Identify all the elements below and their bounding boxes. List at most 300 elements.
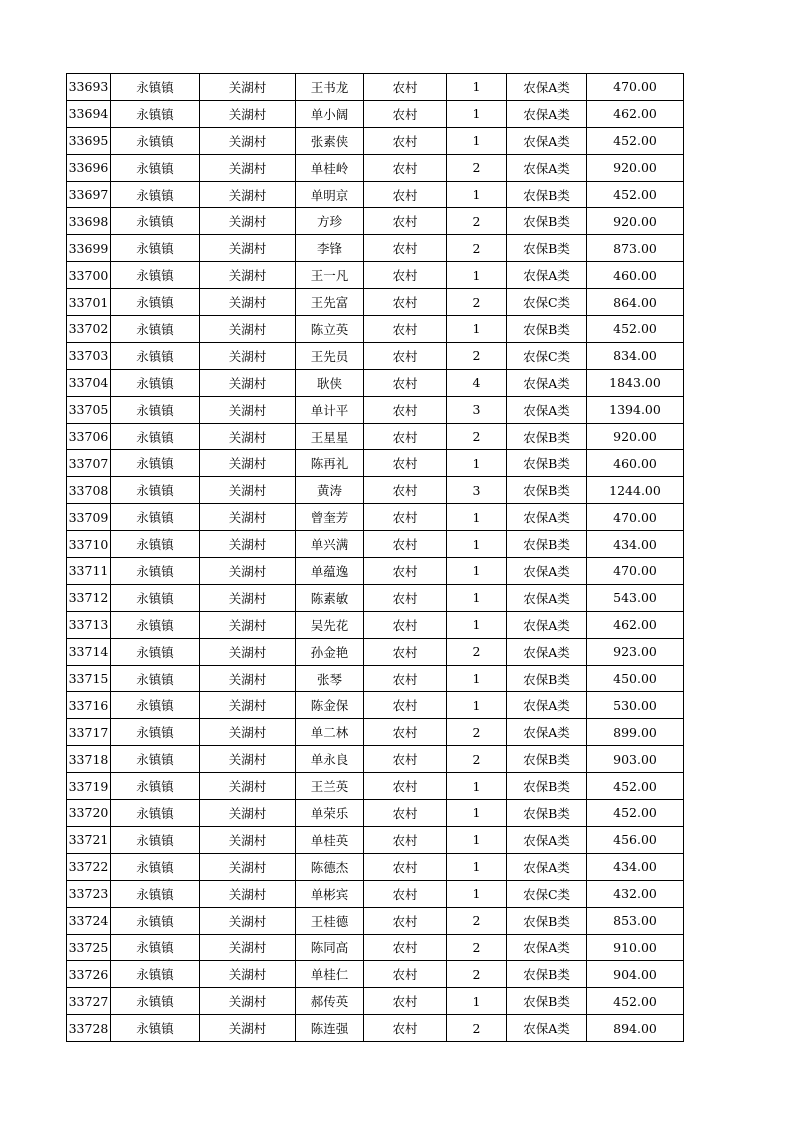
table-row (67, 880, 684, 907)
area-type-cell: 农村 (364, 773, 447, 800)
household-count-cell: 2 (447, 1015, 507, 1042)
household-count-cell: 1 (447, 531, 507, 558)
record-id-cell: 33713 (67, 611, 111, 638)
area-type-cell: 农村 (364, 692, 447, 719)
insurance-category-cell: 农保B类 (507, 316, 587, 343)
area-type-cell: 农村 (364, 988, 447, 1015)
amount-cell: 452.00 (587, 773, 684, 800)
town-cell: 永镇镇 (111, 907, 200, 934)
area-type-cell: 农村 (364, 396, 447, 423)
name-cell: 单计平 (296, 396, 364, 423)
table-row (67, 800, 684, 827)
amount-cell: 920.00 (587, 154, 684, 181)
household-count-cell: 1 (447, 181, 507, 208)
name-cell: 黄涛 (296, 477, 364, 504)
village-cell: 关湖村 (200, 477, 296, 504)
amount-cell: 543.00 (587, 584, 684, 611)
village-cell: 关湖村 (200, 208, 296, 235)
town-cell: 永镇镇 (111, 746, 200, 773)
record-id-cell: 33694 (67, 100, 111, 127)
name-cell: 王一凡 (296, 262, 364, 289)
area-type-cell: 农村 (364, 235, 447, 262)
town-cell: 永镇镇 (111, 1015, 200, 1042)
village-cell: 关湖村 (200, 746, 296, 773)
household-count-cell: 4 (447, 369, 507, 396)
village-cell: 关湖村 (200, 396, 296, 423)
insurance-category-cell: 农保A类 (507, 692, 587, 719)
town-cell: 永镇镇 (111, 74, 200, 101)
record-id-cell: 33717 (67, 719, 111, 746)
household-count-cell: 2 (447, 934, 507, 961)
insurance-category-cell: 农保A类 (507, 611, 587, 638)
table-row (67, 1015, 684, 1042)
insurance-category-cell: 农保B类 (507, 800, 587, 827)
insurance-category-cell: 农保A类 (507, 719, 587, 746)
table-row (67, 584, 684, 611)
records-table (66, 73, 684, 1042)
record-id-cell: 33711 (67, 558, 111, 585)
name-cell: 单蕴逸 (296, 558, 364, 585)
amount-cell: 904.00 (587, 961, 684, 988)
record-id-cell: 33702 (67, 316, 111, 343)
table-row (67, 289, 684, 316)
name-cell: 陈素敏 (296, 584, 364, 611)
table-row (67, 531, 684, 558)
insurance-category-cell: 农保C类 (507, 880, 587, 907)
household-count-cell: 2 (447, 154, 507, 181)
record-id-cell: 33712 (67, 584, 111, 611)
village-cell: 关湖村 (200, 262, 296, 289)
insurance-category-cell: 农保A类 (507, 396, 587, 423)
amount-cell: 452.00 (587, 800, 684, 827)
town-cell: 永镇镇 (111, 773, 200, 800)
amount-cell: 923.00 (587, 638, 684, 665)
record-id-cell: 33718 (67, 746, 111, 773)
amount-cell: 864.00 (587, 289, 684, 316)
name-cell: 单兴满 (296, 531, 364, 558)
amount-cell: 470.00 (587, 558, 684, 585)
village-cell: 关湖村 (200, 316, 296, 343)
table-row (67, 208, 684, 235)
amount-cell: 899.00 (587, 719, 684, 746)
record-id-cell: 33704 (67, 369, 111, 396)
town-cell: 永镇镇 (111, 100, 200, 127)
household-count-cell: 1 (447, 262, 507, 289)
table-row (67, 961, 684, 988)
insurance-category-cell: 农保A类 (507, 638, 587, 665)
village-cell: 关湖村 (200, 235, 296, 262)
record-id-cell: 33714 (67, 638, 111, 665)
town-cell: 永镇镇 (111, 638, 200, 665)
area-type-cell: 农村 (364, 961, 447, 988)
table-row (67, 504, 684, 531)
village-cell: 关湖村 (200, 127, 296, 154)
household-count-cell: 1 (447, 826, 507, 853)
insurance-category-cell: 农保B类 (507, 450, 587, 477)
amount-cell: 834.00 (587, 342, 684, 369)
village-cell: 关湖村 (200, 74, 296, 101)
record-id-cell: 33701 (67, 289, 111, 316)
amount-cell: 920.00 (587, 208, 684, 235)
insurance-category-cell: 农保B类 (507, 531, 587, 558)
town-cell: 永镇镇 (111, 584, 200, 611)
area-type-cell: 农村 (364, 584, 447, 611)
area-type-cell: 农村 (364, 289, 447, 316)
name-cell: 单永良 (296, 746, 364, 773)
town-cell: 永镇镇 (111, 826, 200, 853)
village-cell: 关湖村 (200, 369, 296, 396)
town-cell: 永镇镇 (111, 369, 200, 396)
town-cell: 永镇镇 (111, 262, 200, 289)
insurance-category-cell: 农保A类 (507, 1015, 587, 1042)
name-cell: 单明京 (296, 181, 364, 208)
household-count-cell: 3 (447, 477, 507, 504)
insurance-category-cell: 农保C类 (507, 289, 587, 316)
town-cell: 永镇镇 (111, 961, 200, 988)
village-cell: 关湖村 (200, 558, 296, 585)
insurance-category-cell: 农保A类 (507, 127, 587, 154)
household-count-cell: 1 (447, 127, 507, 154)
table-row (67, 396, 684, 423)
table-row (67, 342, 684, 369)
village-cell: 关湖村 (200, 719, 296, 746)
town-cell: 永镇镇 (111, 154, 200, 181)
record-id-cell: 33699 (67, 235, 111, 262)
village-cell: 关湖村 (200, 638, 296, 665)
village-cell: 关湖村 (200, 584, 296, 611)
area-type-cell: 农村 (364, 853, 447, 880)
household-count-cell: 2 (447, 719, 507, 746)
area-type-cell: 农村 (364, 369, 447, 396)
insurance-category-cell: 农保A类 (507, 100, 587, 127)
insurance-category-cell: 农保A类 (507, 262, 587, 289)
insurance-category-cell: 农保B类 (507, 665, 587, 692)
table-row (67, 423, 684, 450)
area-type-cell: 农村 (364, 262, 447, 289)
town-cell: 永镇镇 (111, 450, 200, 477)
town-cell: 永镇镇 (111, 531, 200, 558)
area-type-cell: 农村 (364, 826, 447, 853)
area-type-cell: 农村 (364, 746, 447, 773)
household-count-cell: 1 (447, 611, 507, 638)
town-cell: 永镇镇 (111, 208, 200, 235)
area-type-cell: 农村 (364, 316, 447, 343)
name-cell: 孙金艳 (296, 638, 364, 665)
village-cell: 关湖村 (200, 423, 296, 450)
area-type-cell: 农村 (364, 638, 447, 665)
amount-cell: 1394.00 (587, 396, 684, 423)
table-row (67, 853, 684, 880)
record-id-cell: 33720 (67, 800, 111, 827)
table-row (67, 369, 684, 396)
amount-cell: 432.00 (587, 880, 684, 907)
amount-cell: 873.00 (587, 235, 684, 262)
village-cell: 关湖村 (200, 100, 296, 127)
household-count-cell: 2 (447, 208, 507, 235)
household-count-cell: 1 (447, 800, 507, 827)
table-row (67, 154, 684, 181)
town-cell: 永镇镇 (111, 423, 200, 450)
town-cell: 永镇镇 (111, 396, 200, 423)
record-id-cell: 33722 (67, 853, 111, 880)
household-count-cell: 2 (447, 961, 507, 988)
village-cell: 关湖村 (200, 1015, 296, 1042)
name-cell: 陈金保 (296, 692, 364, 719)
name-cell: 王桂德 (296, 907, 364, 934)
area-type-cell: 农村 (364, 880, 447, 907)
village-cell: 关湖村 (200, 289, 296, 316)
name-cell: 王兰英 (296, 773, 364, 800)
area-type-cell: 农村 (364, 665, 447, 692)
household-count-cell: 1 (447, 450, 507, 477)
record-id-cell: 33693 (67, 74, 111, 101)
insurance-category-cell: 农保C类 (507, 342, 587, 369)
insurance-category-cell: 农保A类 (507, 74, 587, 101)
town-cell: 永镇镇 (111, 853, 200, 880)
area-type-cell: 农村 (364, 907, 447, 934)
village-cell: 关湖村 (200, 907, 296, 934)
name-cell: 曾奎芳 (296, 504, 364, 531)
village-cell: 关湖村 (200, 773, 296, 800)
amount-cell: 1843.00 (587, 369, 684, 396)
village-cell: 关湖村 (200, 961, 296, 988)
town-cell: 永镇镇 (111, 692, 200, 719)
household-count-cell: 1 (447, 692, 507, 719)
table-row (67, 773, 684, 800)
records-table-body (67, 74, 684, 1042)
insurance-category-cell: 农保A类 (507, 504, 587, 531)
area-type-cell: 农村 (364, 342, 447, 369)
insurance-category-cell: 农保A类 (507, 584, 587, 611)
area-type-cell: 农村 (364, 477, 447, 504)
name-cell: 陈立英 (296, 316, 364, 343)
area-type-cell: 农村 (364, 74, 447, 101)
name-cell: 郝传英 (296, 988, 364, 1015)
table-row (67, 692, 684, 719)
insurance-category-cell: 农保A类 (507, 826, 587, 853)
name-cell: 单荣乐 (296, 800, 364, 827)
insurance-category-cell: 农保B类 (507, 181, 587, 208)
amount-cell: 462.00 (587, 100, 684, 127)
area-type-cell: 农村 (364, 611, 447, 638)
town-cell: 永镇镇 (111, 558, 200, 585)
record-id-cell: 33697 (67, 181, 111, 208)
insurance-category-cell: 农保B类 (507, 773, 587, 800)
amount-cell: 470.00 (587, 74, 684, 101)
table-row (67, 316, 684, 343)
insurance-category-cell: 农保A类 (507, 853, 587, 880)
table-row (67, 477, 684, 504)
record-id-cell: 33724 (67, 907, 111, 934)
record-id-cell: 33716 (67, 692, 111, 719)
village-cell: 关湖村 (200, 692, 296, 719)
insurance-category-cell: 农保B类 (507, 477, 587, 504)
household-count-cell: 2 (447, 235, 507, 262)
table-row (67, 100, 684, 127)
record-id-cell: 33710 (67, 531, 111, 558)
name-cell: 单桂英 (296, 826, 364, 853)
amount-cell: 452.00 (587, 316, 684, 343)
town-cell: 永镇镇 (111, 289, 200, 316)
amount-cell: 1244.00 (587, 477, 684, 504)
table-row (67, 719, 684, 746)
household-count-cell: 1 (447, 74, 507, 101)
amount-cell: 462.00 (587, 611, 684, 638)
town-cell: 永镇镇 (111, 880, 200, 907)
amount-cell: 452.00 (587, 988, 684, 1015)
record-id-cell: 33715 (67, 665, 111, 692)
amount-cell: 450.00 (587, 665, 684, 692)
village-cell: 关湖村 (200, 988, 296, 1015)
area-type-cell: 农村 (364, 127, 447, 154)
household-count-cell: 1 (447, 665, 507, 692)
name-cell: 陈连强 (296, 1015, 364, 1042)
area-type-cell: 农村 (364, 719, 447, 746)
table-row (67, 611, 684, 638)
town-cell: 永镇镇 (111, 181, 200, 208)
name-cell: 王先富 (296, 289, 364, 316)
town-cell: 永镇镇 (111, 611, 200, 638)
table-row (67, 181, 684, 208)
insurance-category-cell: 农保B类 (507, 208, 587, 235)
village-cell: 关湖村 (200, 342, 296, 369)
amount-cell: 903.00 (587, 746, 684, 773)
area-type-cell: 农村 (364, 531, 447, 558)
record-id-cell: 33707 (67, 450, 111, 477)
table-row (67, 558, 684, 585)
household-count-cell: 2 (447, 746, 507, 773)
town-cell: 永镇镇 (111, 504, 200, 531)
table-row (67, 934, 684, 961)
village-cell: 关湖村 (200, 504, 296, 531)
household-count-cell: 2 (447, 289, 507, 316)
area-type-cell: 农村 (364, 154, 447, 181)
name-cell: 张琴 (296, 665, 364, 692)
village-cell: 关湖村 (200, 853, 296, 880)
village-cell: 关湖村 (200, 181, 296, 208)
table-row (67, 746, 684, 773)
record-id-cell: 33728 (67, 1015, 111, 1042)
name-cell: 陈同高 (296, 934, 364, 961)
village-cell: 关湖村 (200, 450, 296, 477)
town-cell: 永镇镇 (111, 988, 200, 1015)
name-cell: 张素侠 (296, 127, 364, 154)
record-id-cell: 33703 (67, 342, 111, 369)
household-count-cell: 1 (447, 880, 507, 907)
town-cell: 永镇镇 (111, 235, 200, 262)
table-row (67, 127, 684, 154)
amount-cell: 460.00 (587, 450, 684, 477)
household-count-cell: 2 (447, 423, 507, 450)
area-type-cell: 农村 (364, 100, 447, 127)
name-cell: 陈再礼 (296, 450, 364, 477)
amount-cell: 910.00 (587, 934, 684, 961)
insurance-category-cell: 农保B类 (507, 961, 587, 988)
name-cell: 吴先花 (296, 611, 364, 638)
amount-cell: 456.00 (587, 826, 684, 853)
record-id-cell: 33727 (67, 988, 111, 1015)
household-count-cell: 1 (447, 773, 507, 800)
record-id-cell: 33719 (67, 773, 111, 800)
name-cell: 耿侠 (296, 369, 364, 396)
amount-cell: 452.00 (587, 127, 684, 154)
table-row (67, 235, 684, 262)
town-cell: 永镇镇 (111, 316, 200, 343)
household-count-cell: 1 (447, 316, 507, 343)
area-type-cell: 农村 (364, 558, 447, 585)
village-cell: 关湖村 (200, 826, 296, 853)
area-type-cell: 农村 (364, 208, 447, 235)
amount-cell: 434.00 (587, 531, 684, 558)
name-cell: 单桂仁 (296, 961, 364, 988)
name-cell: 李锋 (296, 235, 364, 262)
record-id-cell: 33721 (67, 826, 111, 853)
name-cell: 陈德杰 (296, 853, 364, 880)
amount-cell: 920.00 (587, 423, 684, 450)
village-cell: 关湖村 (200, 934, 296, 961)
insurance-category-cell: 农保B类 (507, 988, 587, 1015)
name-cell: 王书龙 (296, 74, 364, 101)
area-type-cell: 农村 (364, 450, 447, 477)
table-row (67, 74, 684, 101)
record-id-cell: 33705 (67, 396, 111, 423)
table-row (67, 262, 684, 289)
area-type-cell: 农村 (364, 800, 447, 827)
record-id-cell: 33696 (67, 154, 111, 181)
town-cell: 永镇镇 (111, 934, 200, 961)
insurance-category-cell: 农保A类 (507, 154, 587, 181)
name-cell: 方珍 (296, 208, 364, 235)
town-cell: 永镇镇 (111, 477, 200, 504)
table-row (67, 826, 684, 853)
record-id-cell: 33726 (67, 961, 111, 988)
record-id-cell: 33708 (67, 477, 111, 504)
amount-cell: 530.00 (587, 692, 684, 719)
insurance-category-cell: 农保B类 (507, 746, 587, 773)
name-cell: 单桂岭 (296, 154, 364, 181)
amount-cell: 434.00 (587, 853, 684, 880)
record-id-cell: 33723 (67, 880, 111, 907)
town-cell: 永镇镇 (111, 665, 200, 692)
insurance-category-cell: 农保B类 (507, 235, 587, 262)
household-count-cell: 2 (447, 907, 507, 934)
village-cell: 关湖村 (200, 800, 296, 827)
record-id-cell: 33700 (67, 262, 111, 289)
household-count-cell: 1 (447, 853, 507, 880)
table-row (67, 638, 684, 665)
area-type-cell: 农村 (364, 181, 447, 208)
area-type-cell: 农村 (364, 423, 447, 450)
household-count-cell: 2 (447, 638, 507, 665)
town-cell: 永镇镇 (111, 127, 200, 154)
household-count-cell: 1 (447, 988, 507, 1015)
record-id-cell: 33709 (67, 504, 111, 531)
record-id-cell: 33725 (67, 934, 111, 961)
town-cell: 永镇镇 (111, 800, 200, 827)
table-row (67, 988, 684, 1015)
area-type-cell: 农村 (364, 504, 447, 531)
village-cell: 关湖村 (200, 880, 296, 907)
amount-cell: 853.00 (587, 907, 684, 934)
name-cell: 单二林 (296, 719, 364, 746)
name-cell: 单小阔 (296, 100, 364, 127)
household-count-cell: 3 (447, 396, 507, 423)
household-count-cell: 1 (447, 584, 507, 611)
village-cell: 关湖村 (200, 665, 296, 692)
insurance-category-cell: 农保A类 (507, 558, 587, 585)
amount-cell: 470.00 (587, 504, 684, 531)
table-row (67, 450, 684, 477)
